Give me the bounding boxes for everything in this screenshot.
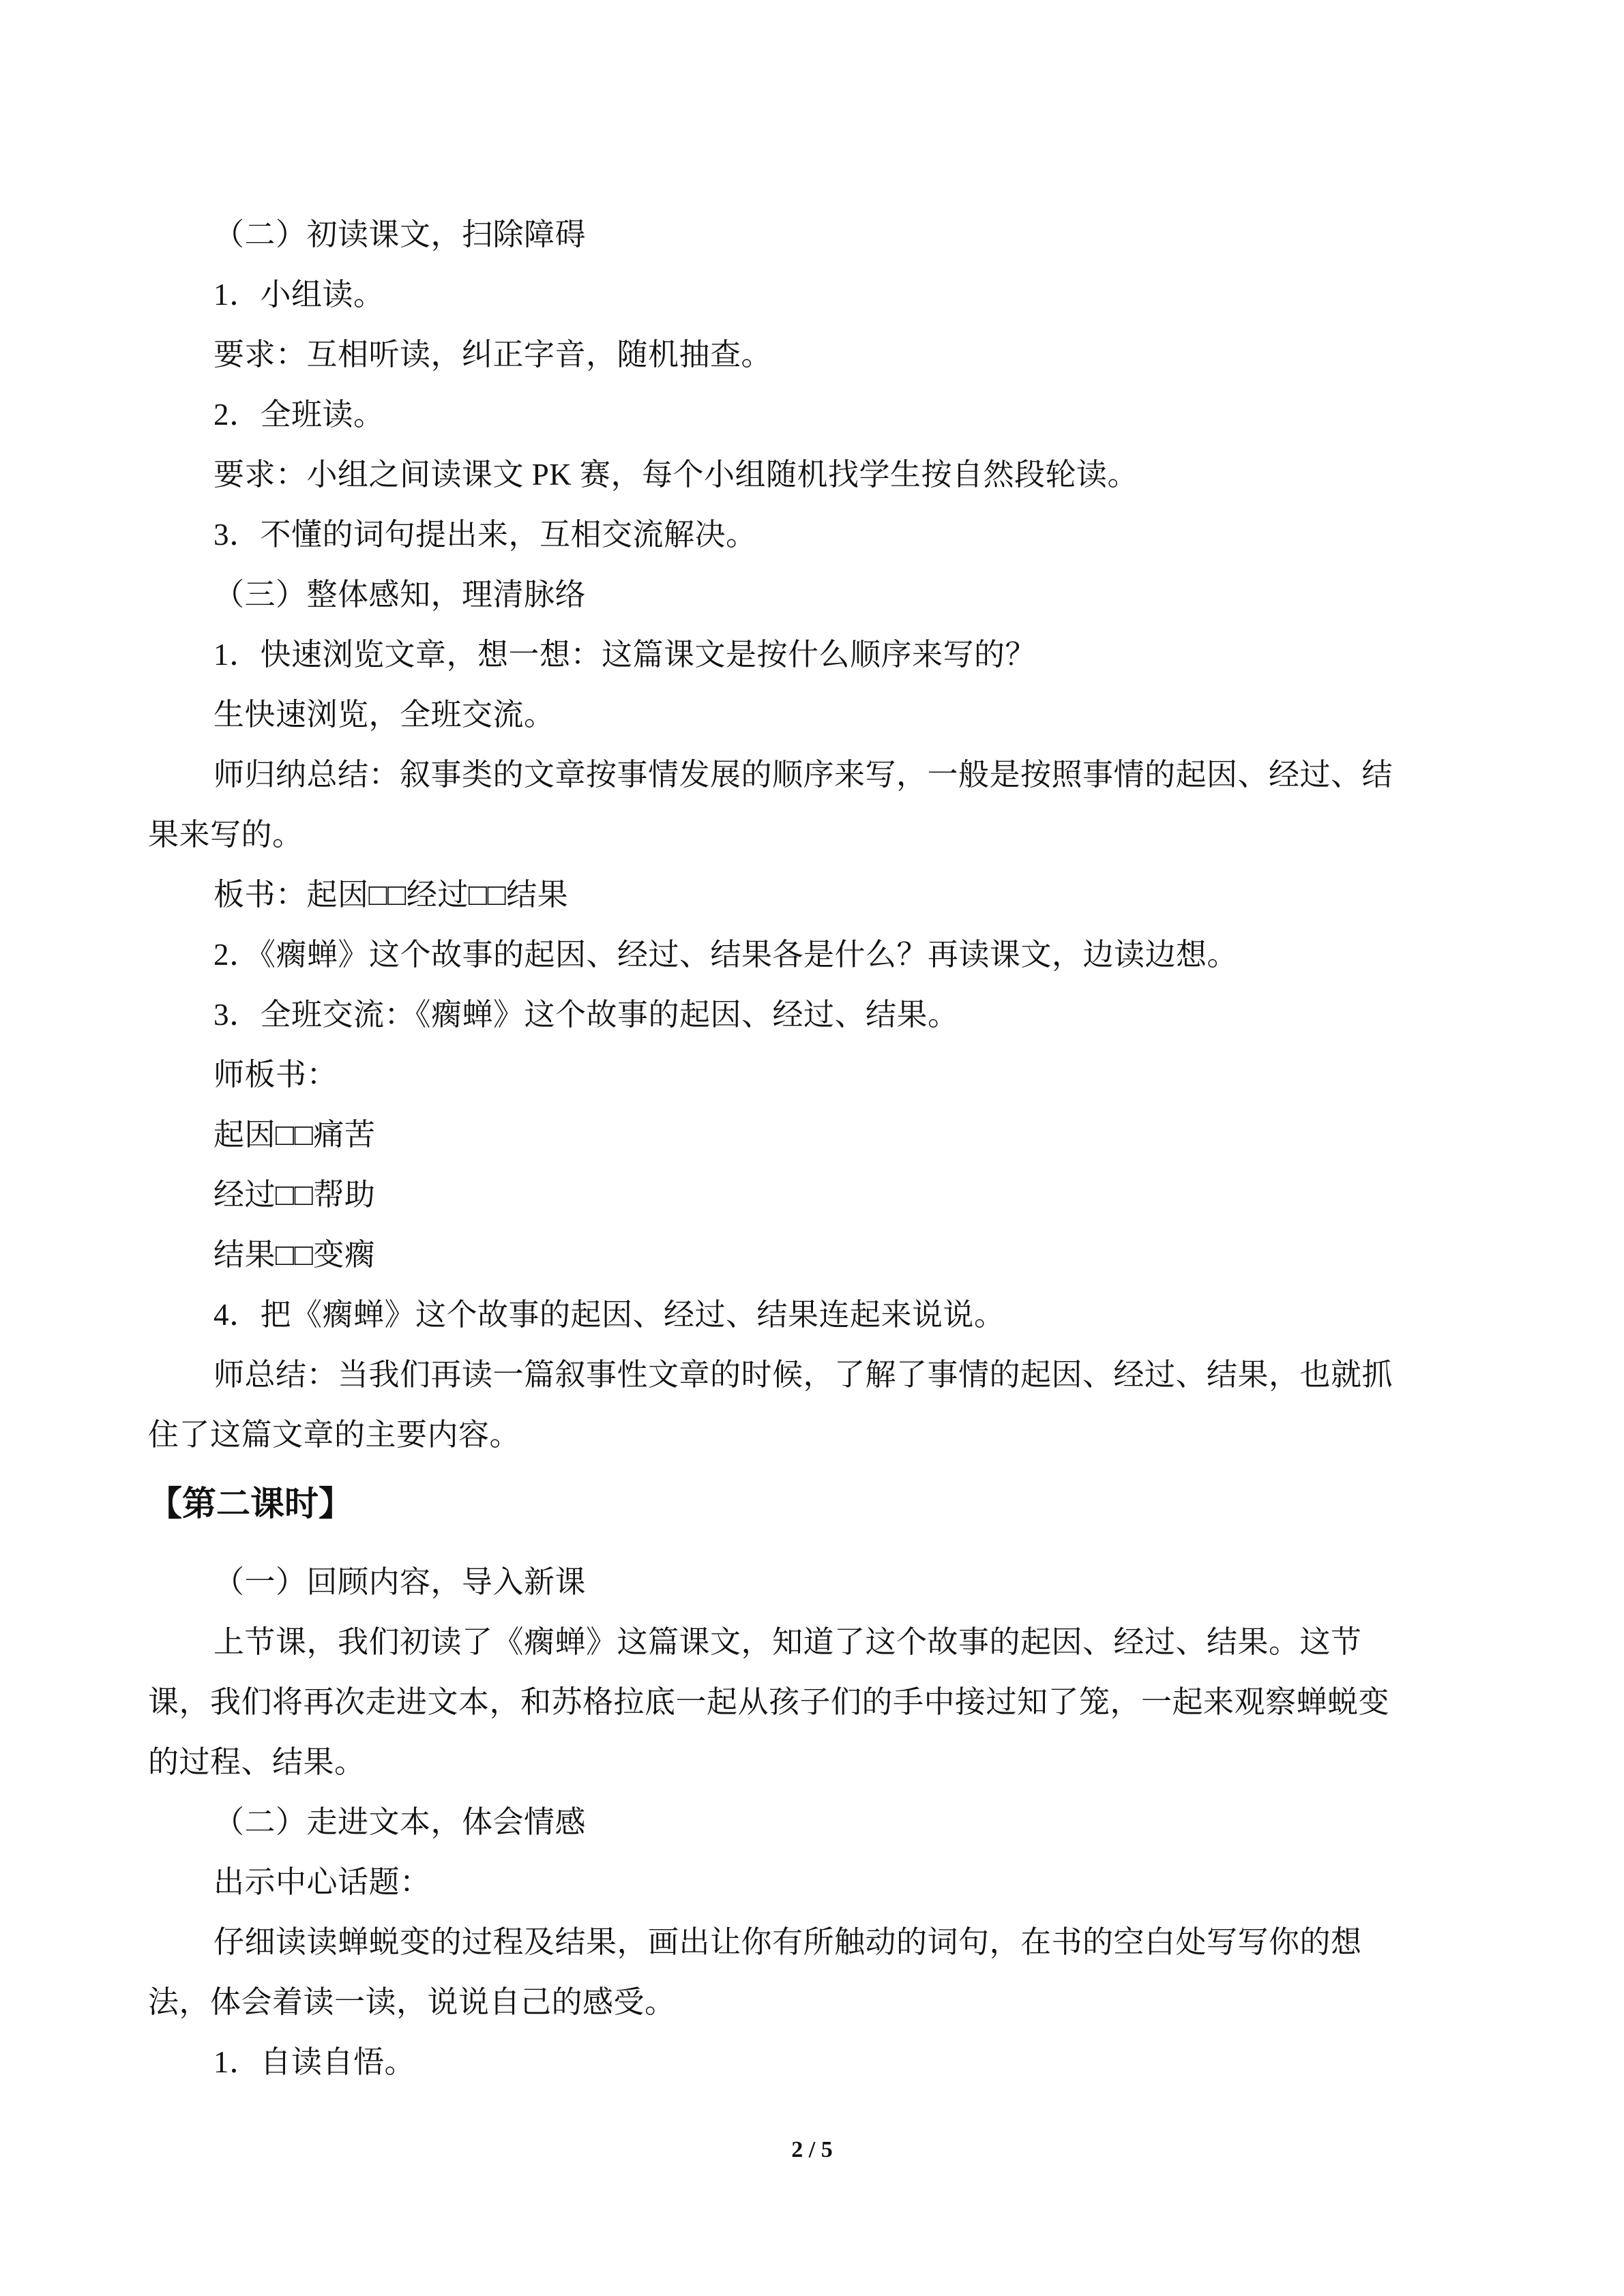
paragraph-line: 2．《瘸蝉》这个故事的起因、经过、结果各是什么？再读课文，边读边想。 [213, 938, 1239, 972]
paragraph-line: 1．自读自悟。 [213, 2045, 416, 2079]
paragraph-line: 板书：起因□□经过□□结果 [213, 878, 569, 912]
paragraph-line: 起因□□痛苦 [213, 1118, 376, 1152]
paragraph-line: 4．把《瘸蝉》这个故事的起因、经过、结果连起来说说。 [213, 1298, 1005, 1332]
paragraph-line: 师总结：当我们再读一篇叙事性文章的时候，了解了事情的起因、经过、结果，也就抓 [213, 1358, 1393, 1392]
paragraph-line: 果来写的。 [148, 818, 304, 852]
paragraph-line: 1．小组读。 [213, 278, 385, 312]
paragraph-line: 3．不懂的词句提出来，互相交流解决。 [213, 518, 757, 552]
paragraph-line: 3．全班交流：《瘸蝉》这个故事的起因、经过、结果。 [213, 998, 959, 1032]
paragraph-line: 上节课，我们初读了《瘸蝉》这篇课文，知道了这个故事的起因、经过、结果。这节 [213, 1625, 1362, 1659]
paragraph-line: 师板书： [213, 1058, 338, 1092]
paragraph-line: 法，体会着读一读，说说自己的感受。 [148, 1985, 676, 2019]
paragraph-line: 要求：互相听读，纠正字音，随机抽查。 [213, 338, 773, 372]
paragraph-line: 出示中心话题： [213, 1865, 431, 1899]
paragraph-line: 要求：小组之间读课文 PK 赛，每个小组随机找学生按自然段轮读。 [213, 458, 1139, 492]
paragraph-line: 仔细读读蝉蜕变的过程及结果，画出让你有所触动的词句，在书的空白处写写你的想 [213, 1925, 1362, 1959]
paragraph-line: 结果□□变瘸 [213, 1238, 376, 1272]
subsection-heading: （二）初读课文，扫除障碍 [213, 218, 587, 252]
section-heading: 【第二课时】 [148, 1484, 353, 1523]
paragraph-line: 师归纳总结：叙事类的文章按事情发展的顺序来写，一般是按照事情的起因、经过、结 [213, 758, 1393, 792]
paragraph-line: 经过□□帮助 [213, 1178, 376, 1212]
paragraph-line: 的过程、结果。 [148, 1745, 366, 1779]
paragraph-line: 生快速浏览，全班交流。 [213, 698, 555, 732]
paragraph-line: 1．快速浏览文章，想一想：这篇课文是按什么顺序来写的？ [213, 638, 1037, 672]
subsection-heading: （二）走进文本，体会情感 [213, 1805, 587, 1839]
subsection-heading: （三）整体感知，理清脉络 [213, 578, 587, 612]
page-number: 2 / 5 [791, 2137, 833, 2162]
paragraph-line: 住了这篇文章的主要内容。 [148, 1418, 521, 1452]
subsection-heading: （一）回顾内容，导入新课 [213, 1565, 587, 1599]
paragraph-line: 课，我们将再次走进文本，和苏格拉底一起从孩子们的手中接过知了笼，一起来观察蝉蜕变 [148, 1685, 1390, 1719]
paragraph-line: 2．全班读。 [213, 398, 385, 432]
